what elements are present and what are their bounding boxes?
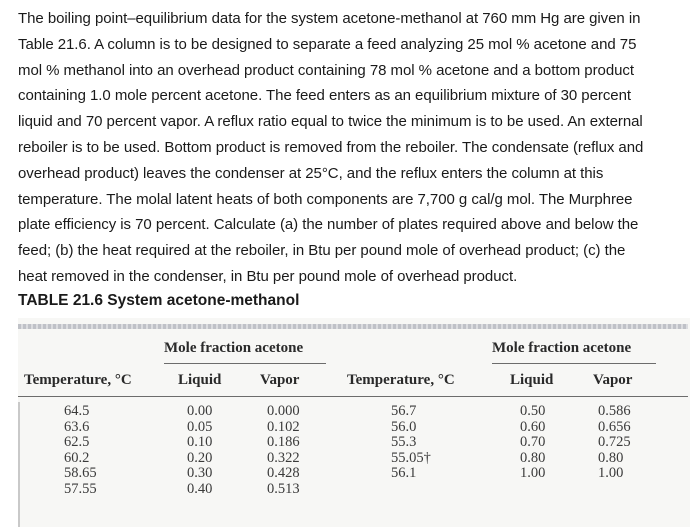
- table-cell: 0.00: [187, 403, 213, 419]
- table-cell: 0.50: [520, 403, 546, 419]
- right-liquid-column: [520, 404, 545, 482]
- table-cell: 63.6: [64, 418, 90, 435]
- problem-line: liquid and 70 percent vapor. A reflux ratio equal to twice the minimum is to be used. An external: [18, 113, 643, 131]
- table-caption: TABLE 21.6 System acetone-methanol: [18, 292, 300, 309]
- table-cell: 56.7: [391, 403, 417, 419]
- left-vapor-column: [267, 404, 300, 498]
- header-rule: [18, 396, 688, 397]
- table-edge-shadow: [18, 402, 20, 527]
- right-vapor-column: [598, 404, 631, 482]
- table-cell: 0.10: [187, 434, 213, 451]
- table-cell: 55.3: [391, 434, 417, 451]
- problem-line: overhead product) leaves the condenser at 25°C, and the reflux enters the column at this: [18, 164, 604, 182]
- table-cell: 0.656: [598, 418, 631, 435]
- problem-line: feed; (b) the heat required at the reboiler, in Btu per pound mole of overhead product; (c) the: [18, 242, 626, 260]
- table-cell: 0.70: [520, 434, 546, 451]
- table-cell: 0.80: [598, 449, 624, 466]
- left-vapor-header: Vapor: [260, 372, 300, 388]
- left-liquid-header: Liquid: [178, 372, 222, 388]
- left-group-header: Mole fraction acetone: [164, 340, 304, 356]
- right-group-header: Mole fraction acetone: [492, 340, 632, 356]
- table-cell: 0.30: [187, 465, 213, 482]
- table-cell: 0.102: [267, 418, 300, 435]
- table-cell: 0.20: [187, 449, 213, 466]
- table-cell: 62.5: [64, 434, 90, 451]
- problem-line: containing 1.0 mole percent acetone. The feed enters as an equilibrium mixture of 30 percent: [18, 87, 631, 105]
- problem-statement: [18, 6, 694, 290]
- table-cell: 57.55: [64, 480, 97, 497]
- table-cell: 0.80: [520, 449, 546, 466]
- right-temperature-header: Temperature, °C: [347, 372, 455, 388]
- table-cell: 0.322: [267, 449, 300, 466]
- table-cell: 0.513: [267, 480, 300, 497]
- table-cell: 0.000: [267, 403, 300, 419]
- table-cell: 58.65: [64, 465, 97, 482]
- right-temperature-column: [391, 404, 431, 482]
- table-cell: 64.5: [64, 403, 90, 419]
- problem-line: plate efficiency is 70 percent. Calculate (a) the number of plates required above and below the: [18, 216, 639, 234]
- left-group-rule: [164, 363, 326, 364]
- table-cell: 1.00: [598, 465, 624, 482]
- left-temperature-header: Temperature, °C: [24, 372, 132, 388]
- table-cell: 0.428: [267, 465, 300, 482]
- left-liquid-column: [187, 404, 212, 498]
- problem-line: heat removed in the condenser, in Btu per pound mole of overhead product.: [18, 267, 518, 285]
- right-liquid-header: Liquid: [510, 372, 554, 388]
- right-group-rule: [492, 363, 656, 364]
- table-top-rule: [18, 324, 688, 329]
- table-cell: 0.40: [187, 480, 213, 497]
- table-cell: 0.586: [598, 403, 631, 419]
- problem-line: mol % methanol into an overhead product containing 78 mol % acetone and a bottom product: [18, 61, 634, 79]
- table-cell: 1.00: [520, 465, 546, 482]
- problem-line: temperature. The molal latent heats of both components are 7,700 g cal/g mol. The Murphree: [18, 190, 633, 208]
- left-temperature-column: [64, 404, 97, 498]
- equilibrium-table: [18, 318, 690, 527]
- right-vapor-header: Vapor: [593, 372, 633, 388]
- problem-line: Table 21.6. A column is to be designed to separate a feed analyzing 25 mol % acetone and 75: [18, 35, 637, 53]
- table-cell: 0.60: [520, 418, 546, 435]
- problem-line: The boiling point–equilibrium data for the system acetone-methanol at 760 mm Hg are given in: [18, 10, 641, 27]
- table-cell: 0.05: [187, 418, 213, 435]
- problem-line: reboiler is to be used. Bottom product is removed from the reboiler. The condensate (reflux and: [18, 138, 644, 156]
- table-cell: 60.2: [64, 449, 90, 466]
- table-cell: 56.1: [391, 465, 417, 482]
- table-cell: 55.05†: [391, 449, 431, 466]
- table-cell: 56.0: [391, 418, 417, 435]
- table-cell: 0.725: [598, 434, 631, 451]
- table-cell: 0.186: [267, 434, 300, 451]
